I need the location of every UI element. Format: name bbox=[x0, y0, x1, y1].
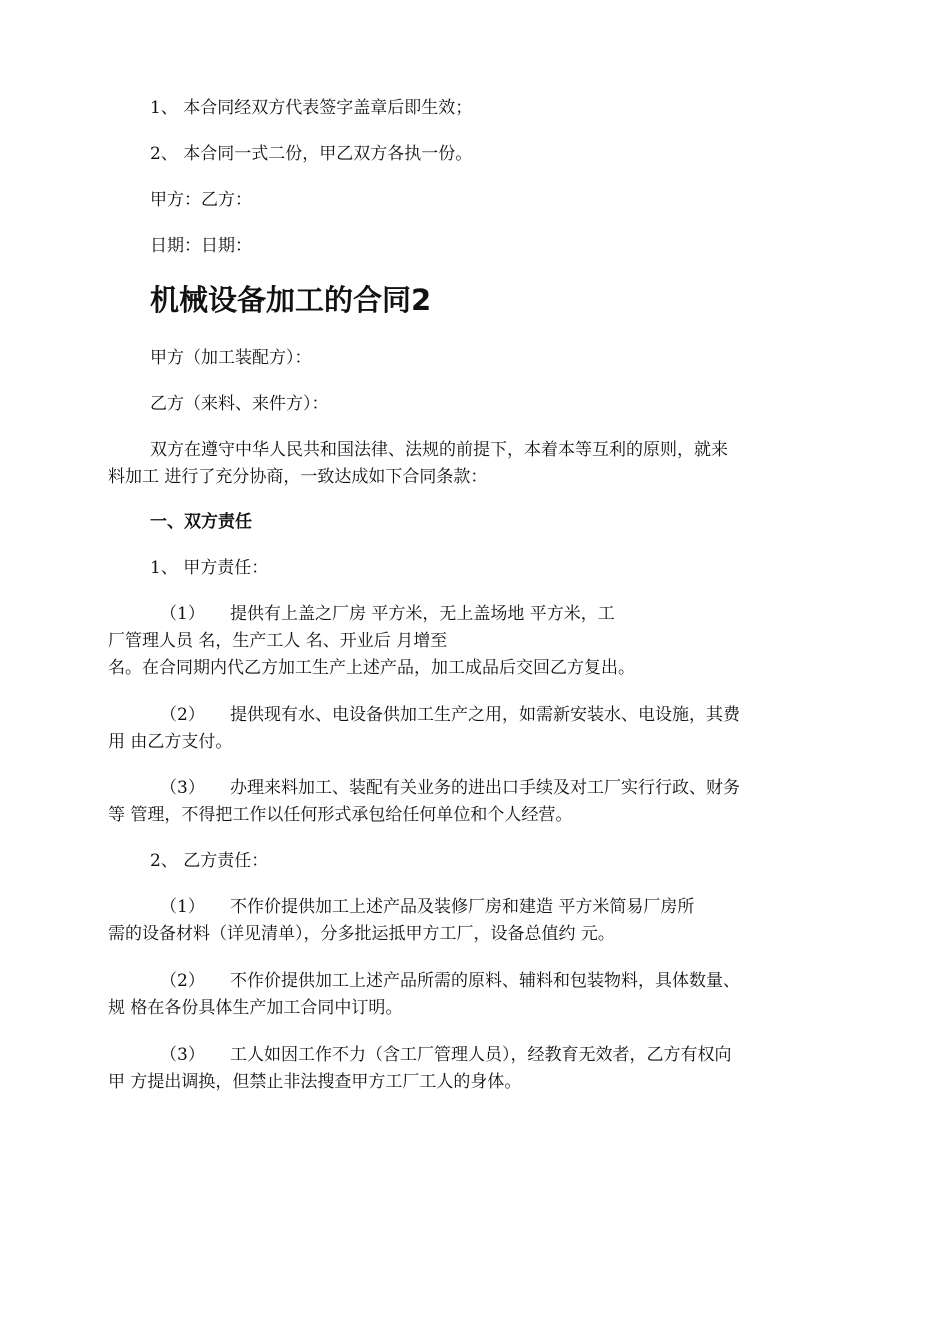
b-item-3-number: （3） bbox=[160, 1045, 205, 1065]
clause-effective: 1、 本合同经双方代表签字盖章后即生效； bbox=[150, 98, 473, 118]
a-item-2-line-1 bbox=[160, 701, 740, 729]
b-item-1-line-1 bbox=[160, 893, 694, 921]
party-a-label: 甲方（加工装配方）： bbox=[150, 348, 312, 368]
signature-parties: 甲方：乙方： bbox=[150, 190, 252, 210]
b-item-1-text: 不作价提供加工上述产品及装修厂房和建造 平方米简易厂房所 bbox=[230, 897, 695, 917]
signature-dates: 日期：日期： bbox=[150, 236, 252, 256]
a-item-1-line-2: 厂管理人员 名，生产工人 名、开业后 月增至 bbox=[108, 631, 448, 651]
a-item-2-line-2: 用 由乙方支付。 bbox=[108, 732, 233, 752]
b-item-2-line-1 bbox=[160, 967, 740, 995]
a-item-1-line-1 bbox=[160, 600, 615, 628]
a-item-2-number: （2） bbox=[160, 705, 205, 725]
intro-line-1: 双方在遵守中华人民共和国法律、法规的前提下，本着本等互利的原则，就来 bbox=[150, 440, 728, 460]
a-item-1-line-3: 名。在合同期内代乙方加工生产上述产品，加工成品后交回乙方复出。 bbox=[108, 658, 635, 678]
a-item-3-text: 办理来料加工、装配有关业务的进出口手续及对工厂实行行政、财务 bbox=[230, 778, 740, 798]
a-item-3-line-1 bbox=[160, 774, 740, 802]
b-item-2-text: 不作价提供加工上述产品所需的原料、辅料和包装物料，具体数量、 bbox=[230, 971, 740, 991]
a-item-3-number: （3） bbox=[160, 778, 205, 798]
b-item-3-line-2: 甲 方提出调换，但禁止非法搜查甲方工厂工人的身体。 bbox=[108, 1072, 522, 1092]
b-item-2-line-2: 规 格在各份具体生产加工合同中订明。 bbox=[108, 998, 403, 1018]
intro-line-2: 料加工 进行了充分协商，一致达成如下合同条款： bbox=[108, 467, 488, 487]
b-item-3-line-1 bbox=[160, 1041, 732, 1069]
b-item-1-number: （1） bbox=[160, 897, 205, 917]
party-b-label: 乙方（来料、来件方）： bbox=[150, 394, 329, 414]
b-item-3-text: 工人如因工作不力（含工厂管理人员），经教育无效者，乙方有权向 bbox=[230, 1045, 732, 1065]
a-item-1-number: （1） bbox=[160, 604, 205, 624]
section-heading-responsibilities: 一、双方责任 bbox=[150, 512, 252, 532]
party-a-responsibility-heading: 1、 甲方责任： bbox=[150, 558, 269, 578]
a-item-2-text: 提供现有水、电设备供加工生产之用，如需新安装水、电设施，其费 bbox=[230, 705, 740, 725]
a-item-1-text: 提供有上盖之厂房 平方米，无上盖场地 平方米，工 bbox=[230, 604, 615, 624]
b-item-2-number: （2） bbox=[160, 971, 205, 991]
party-b-responsibility-heading: 2、 乙方责任： bbox=[150, 851, 269, 871]
a-item-3-line-2: 等 管理，不得把工作以任何形式承包给任何单位和个人经营。 bbox=[108, 805, 573, 825]
b-item-1-line-2: 需的设备材料（详见清单），分多批运抵甲方工厂，设备总值约 元。 bbox=[108, 924, 615, 944]
clause-copies: 2、 本合同一式二份，甲乙双方各执一份。 bbox=[150, 144, 473, 164]
document-title: 机械设备加工的合同2 bbox=[150, 283, 432, 317]
